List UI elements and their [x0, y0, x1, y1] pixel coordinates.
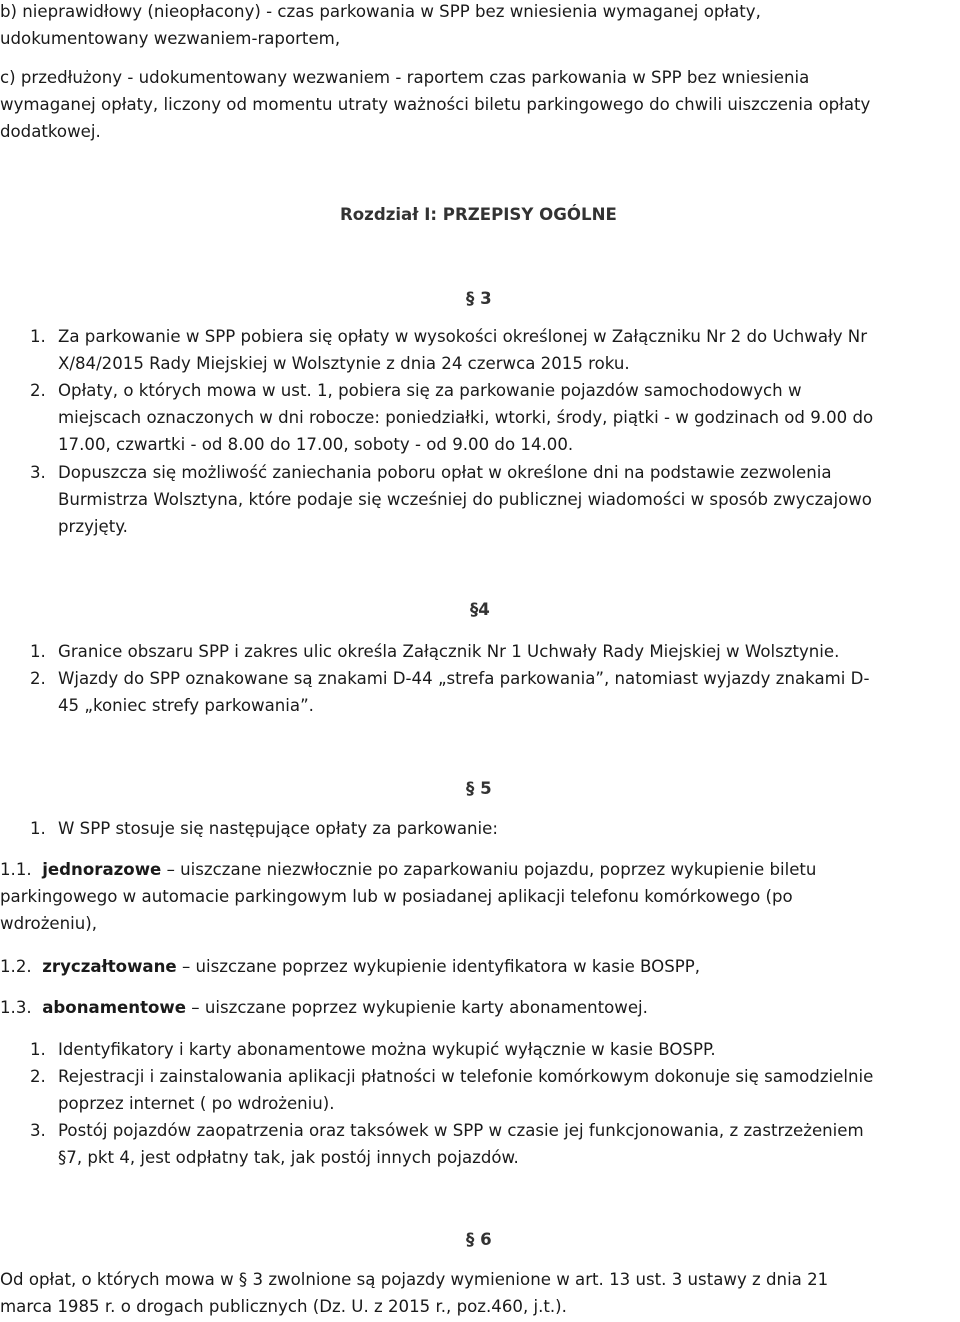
intro-line: b) nieprawidłowy (nieopłacony) - czas parkowania w SPP bez wniesienia wymaganej opłaty, [0, 2, 761, 21]
item-number: 1. [30, 819, 46, 838]
item-text: Wjazdy do SPP oznakowane są znakami D-44 „strefa parkowania”, natomiast wyjazdy znakami D- [58, 669, 870, 688]
item-number: 1. [30, 642, 46, 661]
sub-item-line [0, 953, 700, 980]
sub-item-number: 1.1. [0, 860, 32, 879]
intro-line: c) przedłużony - udokumentowany wezwaniem - raportem czas parkowania w SPP bez wniesienia [0, 68, 810, 87]
item-number: 1. [30, 327, 46, 346]
item-number: 2. [30, 1067, 46, 1086]
sub-item-line [0, 856, 816, 883]
item-text: Identyfikatory i karty abonamentowe można wykupić wyłącznie w kasie BOSPP. [58, 1040, 716, 1059]
fee-type-term: zryczałtowane [42, 957, 177, 976]
item-number: 3. [30, 463, 46, 482]
item-text: miejscach oznaczonych w dni robocze: poniedziałki, wtorki, środy, piątki - w godzinach od 9.00 do [58, 408, 874, 427]
section-heading: § 5 [466, 779, 492, 798]
section-heading: § 3 [466, 289, 492, 308]
sub-item-number: 1.2. [0, 957, 32, 976]
paragraph-line: marca 1985 r. o drogach publicznych (Dz. U. z 2015 r., poz.460, j.t.). [0, 1297, 567, 1316]
chapter-title: Rozdział I: PRZEPISY OGÓLNE [340, 205, 617, 224]
fee-type-term: abonamentowe [42, 998, 186, 1017]
section-heading: §4 [470, 600, 490, 619]
item-text: Opłaty, o których mowa w ust. 1, pobiera się za parkowanie pojazdów samochodowych w [58, 381, 802, 400]
section-heading: § 6 [466, 1230, 492, 1249]
sub-item-number: 1.3. [0, 998, 32, 1017]
sub-item-text: wdrożeniu), [0, 914, 98, 933]
item-text: przyjęty. [58, 517, 128, 536]
item-text: Postój pojazdów zaopatrzenia oraz taksówek w SPP w czasie jej funkcjonowania, z zastrzeżeniem [58, 1121, 864, 1140]
item-text: Dopuszcza się możliwość zaniechania poboru opłat w określone dni na podstawie zezwolenia [58, 463, 832, 482]
intro-line: udokumentowany wezwaniem-raportem, [0, 29, 341, 48]
sub-item-line [0, 994, 648, 1021]
item-text: X/84/2015 Rady Miejskiej w Wolsztynie z dnia 24 czerwca 2015 roku. [58, 354, 630, 373]
fee-type-term: jednorazowe [42, 860, 162, 879]
item-text: 17.00, czwartki - od 8.00 do 17.00, soboty - od 9.00 do 14.00. [58, 435, 574, 454]
sub-item-text: – uiszczane poprzez wykupienie karty abonamentowej. [186, 998, 648, 1017]
intro-line: wymaganej opłaty, liczony od momentu utraty ważności biletu parkingowego do chwili uiszczenia opłaty [0, 95, 871, 114]
item-text: poprzez internet ( po wdrożeniu). [58, 1094, 335, 1113]
intro-line: dodatkowej. [0, 122, 101, 141]
item-text: Burmistrza Wolsztyna, które podaje się wcześniej do publicznej wiadomości w sposób zwyczajowo [58, 490, 872, 509]
paragraph-line: Od opłat, o których mowa w § 3 zwolnione są pojazdy wymienione w art. 13 ust. 3 ustawy z dnia 21 [0, 1270, 829, 1289]
item-number: 1. [30, 1040, 46, 1059]
sub-item-text: – uiszczane poprzez wykupienie identyfikatora w kasie BOSPP, [176, 957, 701, 976]
sub-item-text: parkingowego w automacie parkingowym lub w posiadanej aplikacji telefonu komórkowego (po [0, 887, 793, 906]
item-number: 2. [30, 669, 46, 688]
sub-item-text: – uiszczane niezwłocznie po zaparkowaniu pojazdu, poprzez wykupienie biletu [161, 860, 817, 879]
item-number: 2. [30, 381, 46, 400]
item-number: 3. [30, 1121, 46, 1140]
item-text: Rejestracji i zainstalowania aplikacji płatności w telefonie komórkowym dokonuje się samodzielnie [58, 1067, 874, 1086]
item-text: Za parkowanie w SPP pobiera się opłaty w wysokości określonej w Załączniku Nr 2 do Uchwały Nr [58, 327, 868, 346]
item-text: Granice obszaru SPP i zakres ulic określa Załącznik Nr 1 Uchwały Rady Miejskiej w Wolsztynie. [58, 642, 840, 661]
item-text: 45 „koniec strefy parkowania”. [58, 696, 314, 715]
item-text: §7, pkt 4, jest odpłatny tak, jak postój innych pojazdów. [58, 1148, 519, 1167]
item-text: W SPP stosuje się następujące opłaty za parkowanie: [58, 819, 498, 838]
